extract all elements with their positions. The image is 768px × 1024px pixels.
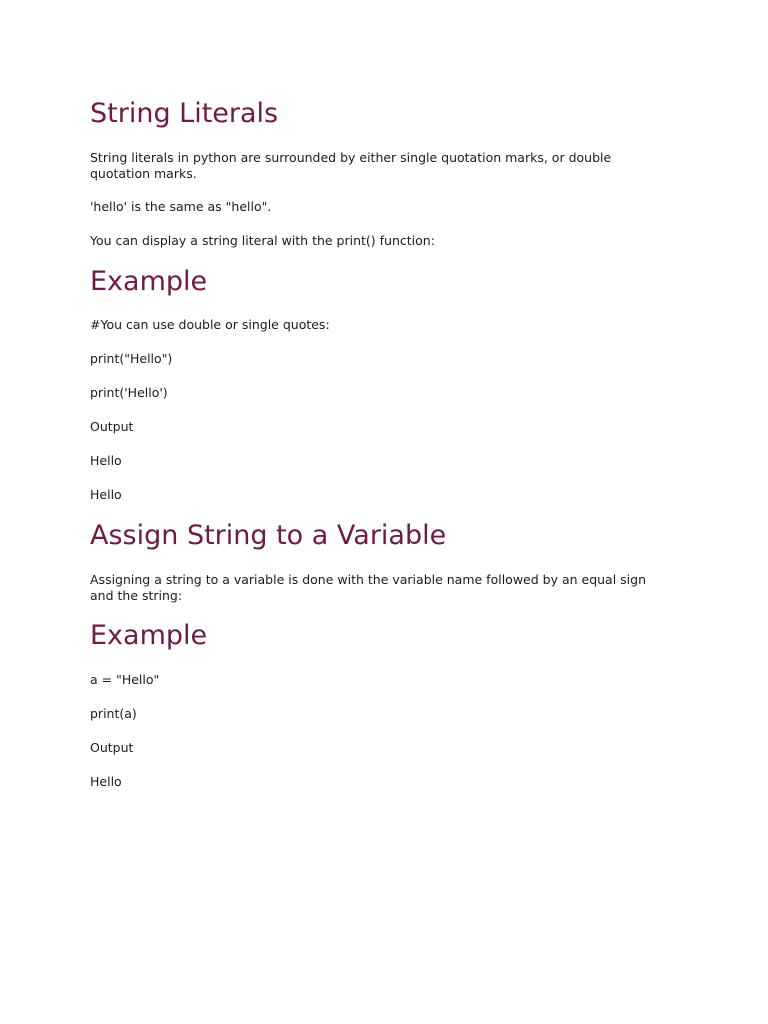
paragraph-string-literals-intro: String literals in python are surrounded by either single quotation marks, or double quotation marks. bbox=[90, 150, 612, 181]
example1-line-comment: #You can use double or single quotes: bbox=[90, 317, 330, 332]
heading-string-literals: String Literals bbox=[90, 98, 279, 129]
example2-line-output: Hello bbox=[90, 774, 122, 789]
example1-line-output-2: Hello bbox=[90, 487, 122, 502]
paragraph-hello-same: 'hello' is the same as "hello". bbox=[90, 199, 272, 214]
example2-line-print: print(a) bbox=[90, 706, 137, 721]
example1-line-print-double: print("Hello") bbox=[90, 351, 173, 366]
example1-line-output-1: Hello bbox=[90, 453, 122, 468]
example1-line-print-single: print('Hello') bbox=[90, 385, 168, 400]
example2-line-output-label: Output bbox=[90, 740, 134, 755]
example2-line-assign: a = "Hello" bbox=[90, 672, 160, 687]
heading-assign-string: Assign String to a Variable bbox=[90, 520, 447, 551]
heading-example-1: Example bbox=[90, 266, 208, 297]
heading-example-2: Example bbox=[90, 620, 208, 651]
example1-line-output-label: Output bbox=[90, 419, 134, 434]
paragraph-display-print: You can display a string literal with the print() function: bbox=[90, 233, 435, 248]
paragraph-assign-intro: Assigning a string to a variable is done with the variable name followed by an equal sign and the string: bbox=[90, 572, 647, 603]
